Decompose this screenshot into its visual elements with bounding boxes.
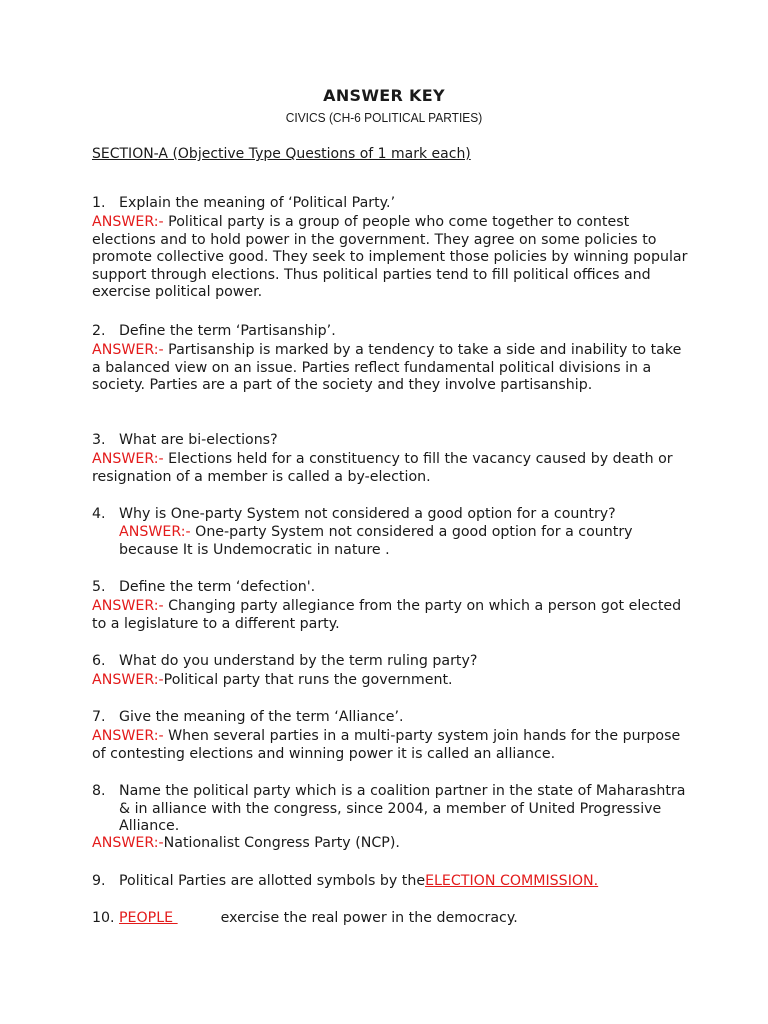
question-3 [92,432,692,450]
answer-label: ANSWER:- [92,342,164,358]
question-number: 1. [92,195,106,211]
question-number: 3. [92,432,106,448]
answer-8 [92,835,692,853]
question-number: 8. [92,783,106,799]
answer-label: ANSWER:- [92,835,164,851]
question-10 [92,910,692,928]
fill-in-answer: PEOPLE [119,910,178,926]
answer-label: ANSWER:- [92,672,164,688]
question-number: 2. [92,323,106,339]
answer-1 [92,214,692,302]
question-text: exercise the real power in the democracy. [220,910,518,926]
question-number: 9. [92,873,106,889]
question-number: 7. [92,709,106,725]
fill-in-answer: ELECTION COMMISSION. [425,873,599,889]
answer-label: ANSWER:- [92,451,164,467]
page-subtitle: CIVICS (CH-6 POLITICAL PARTIES) [285,110,483,125]
answer-text: Changing party allegiance from the party on which a person got elected to a legislature to a different party. [92,598,682,632]
page-title: ANSWER KEY [323,86,445,105]
answer-label: ANSWER:- [92,214,164,230]
answer-7 [92,728,692,763]
question-text: What are bi-elections? [119,432,278,448]
question-5 [92,579,692,597]
question-text: Define the term ‘defection'. [119,579,316,595]
question-8 [92,783,692,836]
question-7 [92,709,692,727]
answer-text: Nationalist Congress Party (NCP). [163,835,400,851]
answer-text: Political party is a group of people who come together to contest elections and to hold power in the government. They agree on some policies to promote collective good. They seek to implement those policies by winning popular support through elections. Thus political parties tend to fill political offices and exercise political power. [92,214,688,300]
question-text: Explain the meaning of ‘Political Party.’ [119,195,396,211]
answer-label: ANSWER:- [92,728,164,744]
question-text: What do you understand by the term ruling party? [119,653,478,669]
answer-text: Partisanship is marked by a tendency to take a side and inability to take a balanced view on an issue. Parties reflect fundamental political divisions in a society. Parties are a part of the society and they involve partisanship. [92,342,682,393]
question-text: Why is One-party System not considered a good option for a country? [119,506,616,522]
answer-2 [92,342,692,395]
question-9 [92,873,692,891]
question-text: Political Parties are allotted symbols by the [119,873,426,889]
question-number: 10. [92,910,115,926]
answer-text: One-party System not considered a good option for a country because It is Undemocratic in nature . [119,524,633,558]
question-2 [92,323,692,341]
answer-label: ANSWER:- [92,598,164,614]
question-number: 6. [92,653,106,669]
question-text: Name the political party which is a coalition partner in the state of Maharashtra & in alliance with the congress, since 2004, a member of United Progressive Alliance. [119,783,686,834]
answer-6 [92,672,692,690]
question-text: Give the meaning of the term ‘Alliance’. [119,709,404,725]
question-number: 5. [92,579,106,595]
answer-text: When several parties in a multi-party system join hands for the purpose of contesting elections and winning power it is called an alliance. [92,728,681,762]
question-1 [92,195,692,213]
answer-4 [119,524,679,559]
question-number: 4. [92,506,106,522]
answer-label: ANSWER:- [119,524,191,540]
question-text: Define the term ‘Partisanship’. [119,323,336,339]
section-heading: SECTION-A (Objective Type Questions of 1 mark each) [92,146,471,162]
answer-5 [92,598,692,633]
question-4 [92,506,692,524]
answer-3 [92,451,692,486]
answer-text: Elections held for a constituency to fill the vacancy caused by death or resignation of a member is called a by-election. [92,451,673,485]
question-6 [92,653,692,671]
answer-text: Political party that runs the government. [163,672,453,688]
